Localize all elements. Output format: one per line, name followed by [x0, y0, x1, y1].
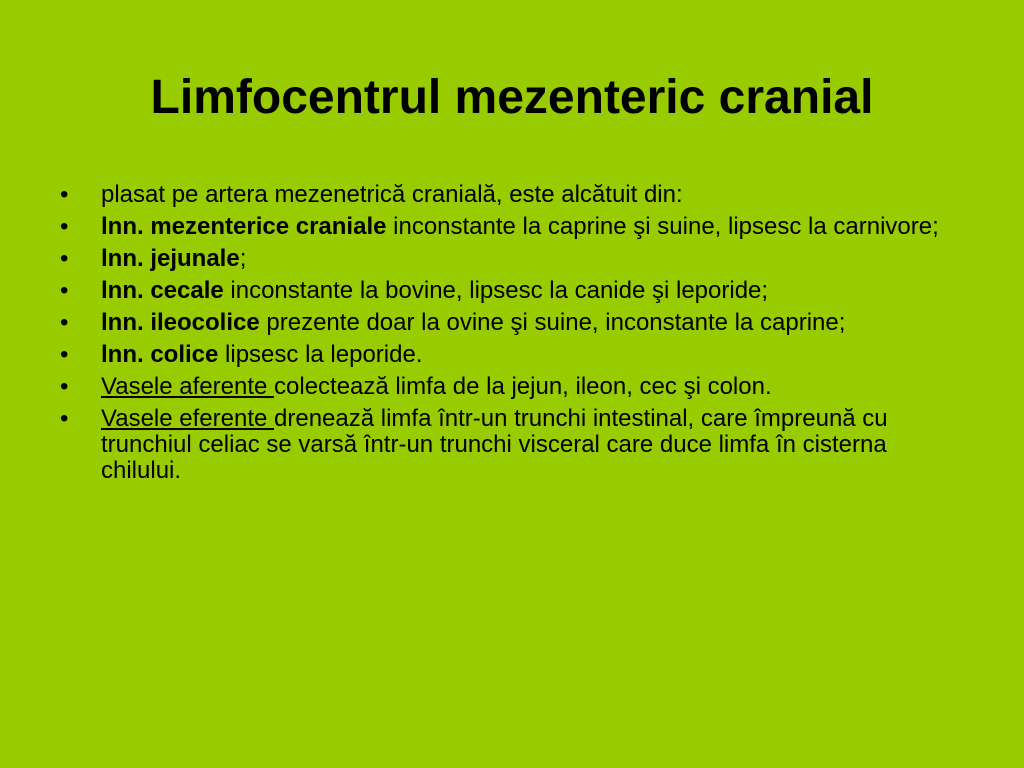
item-text: ; [239, 245, 247, 272]
item-bold-term: lnn. mezenterice craniale [101, 213, 387, 240]
list-item [60, 310, 965, 336]
item-bold-term: lnn. jejunale [101, 245, 240, 272]
list-item [60, 278, 965, 304]
item-bold-term: lnn. cecale [101, 277, 224, 304]
item-text: colectează limfa de la jejun, ileon, cec şi colon. [274, 373, 772, 400]
bullet-icon: • [60, 213, 69, 240]
bullet-icon: • [60, 405, 69, 432]
item-text: lipsesc la leporide. [218, 341, 423, 368]
list-item [60, 342, 965, 368]
list-item [60, 406, 965, 484]
item-text: prezente doar la ovine şi suine, inconstante la caprine; [259, 309, 846, 336]
item-text: inconstante la bovine, lipsesc la canide şi leporide; [223, 277, 769, 304]
item-bold-term: lnn. ileocolice [101, 309, 260, 336]
list-item [60, 214, 965, 240]
list-item [60, 182, 965, 208]
item-underlined-term: Vasele aferente [101, 373, 275, 400]
bullet-icon: • [60, 181, 69, 208]
item-bold-term: lnn. colice [101, 341, 219, 368]
item-text: plasat pe artera mezenetrică cranială, este alcătuit din: [101, 181, 683, 208]
bullet-icon: • [60, 309, 69, 336]
bullet-icon: • [60, 373, 69, 400]
item-underlined-term: Vasele eferente [101, 405, 275, 432]
list-item [60, 246, 965, 272]
item-text: inconstante la caprine şi suine, lipsesc la carnivore; [386, 213, 939, 240]
bullet-icon: • [60, 245, 69, 272]
bullet-icon: • [60, 341, 69, 368]
bullet-list [60, 182, 965, 490]
bullet-icon: • [60, 277, 69, 304]
slide-title: Limfocentrul mezenteric cranial [150, 71, 874, 124]
list-item [60, 374, 965, 400]
item-text: drenează limfa într-un trunchi intestinal, care împreună cu trunchiul celiac se varsă într-un trunchi visceral care duce limfa în cisterna chilului. [101, 405, 888, 484]
